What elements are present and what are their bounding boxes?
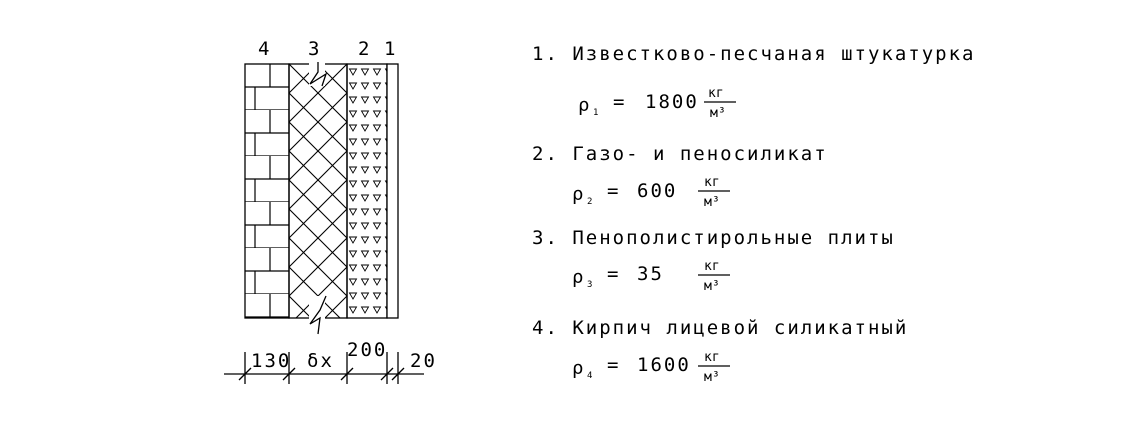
density-unit-den-4: м³ — [704, 370, 720, 385]
density-subscript-3: 3 — [587, 280, 593, 290]
gas-silicate-layer — [347, 64, 387, 318]
density-unit-den-1: м³ — [710, 106, 726, 121]
density-unit-den-2: м³ — [704, 195, 720, 210]
polystyrene-layer — [289, 64, 347, 318]
dimension-brick: 130 — [251, 350, 292, 372]
break-mark-bottom — [309, 296, 326, 334]
material-item-1 — [532, 43, 976, 121]
dimension-plaster: 20 — [410, 350, 437, 372]
layer-labels — [258, 38, 397, 60]
material-title-4: 4. Кирпич лицевой силикатный — [532, 317, 909, 339]
density-unit-num-4: кг — [704, 350, 720, 365]
density-symbol-3: ρ — [572, 266, 586, 288]
layer-label-4: 4 — [258, 38, 272, 60]
density-value-4: 1600 — [637, 354, 691, 376]
density-equals-2: = — [607, 180, 621, 202]
density-value-2: 600 — [637, 180, 678, 202]
dimension-gas-silicate: 200 — [347, 339, 388, 361]
density-symbol-4: ρ — [572, 357, 586, 379]
material-item-2 — [532, 143, 828, 210]
density-unit-den-3: м³ — [704, 279, 720, 294]
break-mark-top — [309, 60, 326, 86]
plaster-layer — [387, 64, 398, 318]
layer-label-2: 2 — [358, 38, 372, 60]
density-equals-4: = — [607, 354, 621, 376]
brick-layer — [245, 64, 289, 318]
density-subscript-4: 4 — [587, 371, 593, 381]
density-value-1: 1800 — [645, 91, 699, 113]
layer-label-1: 1 — [384, 38, 398, 60]
density-unit-num-3: кг — [704, 259, 720, 274]
dimension-line — [224, 339, 437, 384]
density-unit-num-1: кг — [708, 86, 724, 101]
material-item-3 — [532, 227, 895, 294]
material-title-2: 2. Газо- и пеносиликат — [532, 143, 828, 165]
layer-label-3: 3 — [308, 38, 322, 60]
density-unit-num-2: кг — [704, 175, 720, 190]
material-legend — [532, 43, 976, 385]
material-title-1: 1. Известково-песчаная штукатурка — [532, 43, 976, 65]
material-item-4 — [532, 317, 908, 385]
density-equals-1: = — [613, 91, 627, 113]
density-symbol-2: ρ — [572, 183, 586, 205]
density-equals-3: = — [607, 263, 621, 285]
density-value-3: 35 — [637, 263, 664, 285]
wall-section — [245, 60, 398, 334]
density-symbol-1: ρ — [578, 94, 592, 116]
density-subscript-1: 1 — [593, 108, 599, 118]
material-title-3: 3. Пенополистирольные плиты — [532, 227, 895, 249]
density-subscript-2: 2 — [587, 197, 593, 207]
dimension-insulation: δx — [307, 350, 334, 372]
